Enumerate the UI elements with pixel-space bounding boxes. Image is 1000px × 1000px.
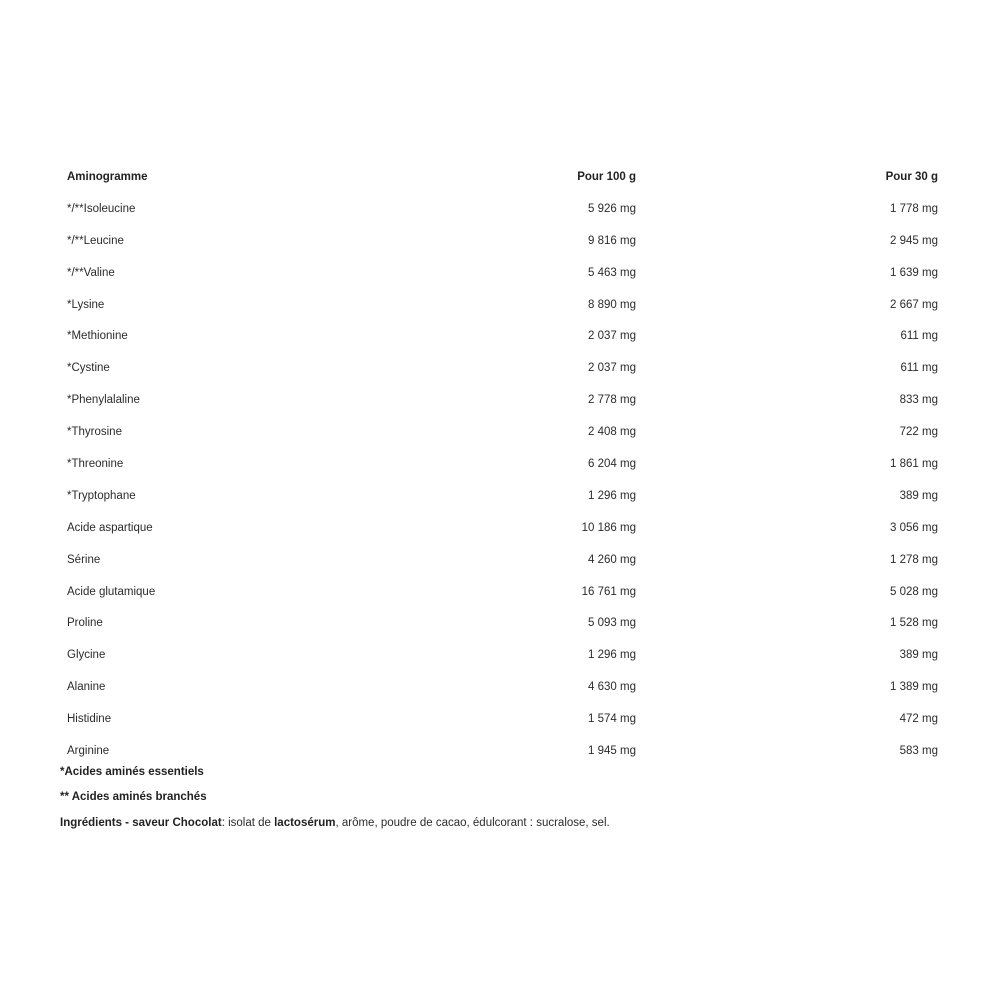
table-row bbox=[60, 416, 945, 448]
value-per-100g: 2 408 mg bbox=[588, 426, 636, 439]
ingredients-sep: : isolat de bbox=[221, 817, 275, 829]
ingredients-rest: , arôme, poudre de cacao, édulcorant : sucralose, sel. bbox=[335, 817, 610, 829]
table-row bbox=[60, 225, 945, 257]
amino-acid-name: Arginine bbox=[67, 744, 110, 757]
value-per-100g: 5 093 mg bbox=[588, 617, 636, 630]
value-per-30g: 1 278 mg bbox=[890, 553, 938, 566]
amino-acid-name: Glycine bbox=[67, 649, 106, 662]
value-per-100g: 6 204 mg bbox=[588, 457, 636, 470]
ingredients-label: Ingrédients - saveur Chocolat bbox=[60, 817, 222, 829]
amino-acid-name: */**Isoleucine bbox=[67, 202, 136, 215]
amino-acid-name: Sérine bbox=[67, 553, 101, 566]
table-row bbox=[60, 512, 945, 544]
table-row bbox=[60, 703, 945, 735]
value-per-100g: 1 296 mg bbox=[588, 489, 636, 502]
value-per-100g: 1 296 mg bbox=[588, 649, 636, 662]
header-per-100g: Pour 100 g bbox=[577, 170, 636, 183]
value-per-30g: 722 mg bbox=[899, 426, 938, 439]
table-row bbox=[60, 448, 945, 480]
table-row bbox=[60, 735, 945, 767]
ingredients-highlight: lactosérum bbox=[274, 817, 336, 829]
amino-acid-name: */**Leucine bbox=[67, 234, 124, 247]
value-per-30g: 389 mg bbox=[899, 649, 938, 662]
table-row bbox=[60, 193, 945, 225]
table-row bbox=[60, 320, 945, 352]
value-per-30g: 611 mg bbox=[900, 330, 938, 343]
value-per-30g: 611 mg bbox=[900, 362, 938, 375]
value-per-100g: 2 778 mg bbox=[588, 394, 636, 407]
value-per-30g: 472 mg bbox=[899, 713, 938, 726]
table-row bbox=[60, 257, 945, 289]
value-per-100g: 5 926 mg bbox=[588, 202, 636, 215]
value-per-100g: 1 574 mg bbox=[588, 713, 636, 726]
amino-acid-name: *Tryptophane bbox=[67, 489, 136, 502]
table-row bbox=[60, 384, 945, 416]
value-per-30g: 583 mg bbox=[899, 744, 938, 757]
value-per-30g: 1 778 mg bbox=[890, 202, 938, 215]
note-branched-amino-acids: ** Acides aminés branchés bbox=[60, 791, 207, 803]
table-row bbox=[60, 480, 945, 512]
value-per-100g: 1 945 mg bbox=[588, 744, 636, 757]
header-per-30g: Pour 30 g bbox=[885, 170, 938, 183]
amino-acid-name: Acide glutamique bbox=[67, 585, 156, 598]
value-per-30g: 2 667 mg bbox=[890, 298, 938, 311]
amino-acid-name: Alanine bbox=[67, 681, 106, 694]
table-row bbox=[60, 576, 945, 608]
header-aminogramme: Aminogramme bbox=[67, 170, 148, 183]
value-per-30g: 1 528 mg bbox=[890, 617, 938, 630]
amino-acid-name: *Phenylalaline bbox=[67, 394, 140, 407]
value-per-100g: 2 037 mg bbox=[588, 362, 636, 375]
value-per-100g: 16 761 mg bbox=[581, 585, 636, 598]
value-per-100g: 8 890 mg bbox=[588, 298, 636, 311]
value-per-100g: 9 816 mg bbox=[588, 234, 636, 247]
table-row bbox=[60, 671, 945, 703]
value-per-100g: 2 037 mg bbox=[588, 330, 636, 343]
value-per-100g: 10 186 mg bbox=[581, 521, 636, 534]
value-per-30g: 833 mg bbox=[899, 394, 938, 407]
table-row bbox=[60, 544, 945, 576]
value-per-30g: 1 389 mg bbox=[890, 681, 938, 694]
value-per-30g: 1 639 mg bbox=[890, 266, 938, 279]
note-essential-amino-acids: *Acides aminés essentiels bbox=[60, 766, 204, 778]
amino-acid-name: Histidine bbox=[67, 713, 112, 726]
amino-acid-name: *Cystine bbox=[67, 362, 110, 375]
table-body bbox=[60, 193, 945, 767]
value-per-100g: 4 630 mg bbox=[588, 681, 636, 694]
value-per-30g: 5 028 mg bbox=[890, 585, 938, 598]
table-row bbox=[60, 289, 945, 321]
amino-acid-name: *Thyrosine bbox=[67, 426, 122, 439]
value-per-30g: 2 945 mg bbox=[890, 234, 938, 247]
amino-acid-name: *Threonine bbox=[67, 457, 124, 470]
table-row bbox=[60, 607, 945, 639]
amino-acid-name: *Lysine bbox=[67, 298, 105, 311]
value-per-30g: 389 mg bbox=[899, 489, 938, 502]
aminogram-table bbox=[60, 161, 945, 767]
table-header-row bbox=[60, 161, 945, 193]
value-per-30g: 1 861 mg bbox=[890, 457, 938, 470]
amino-acid-name: */**Valine bbox=[67, 266, 115, 279]
value-per-30g: 3 056 mg bbox=[890, 521, 938, 534]
value-per-100g: 4 260 mg bbox=[588, 553, 636, 566]
value-per-100g: 5 463 mg bbox=[588, 266, 636, 279]
ingredients-text bbox=[60, 817, 610, 829]
table-row bbox=[60, 639, 945, 671]
amino-acid-name: *Methionine bbox=[67, 330, 128, 343]
amino-acid-name: Acide aspartique bbox=[67, 521, 153, 534]
table-row bbox=[60, 352, 945, 384]
amino-acid-name: Proline bbox=[67, 617, 103, 630]
